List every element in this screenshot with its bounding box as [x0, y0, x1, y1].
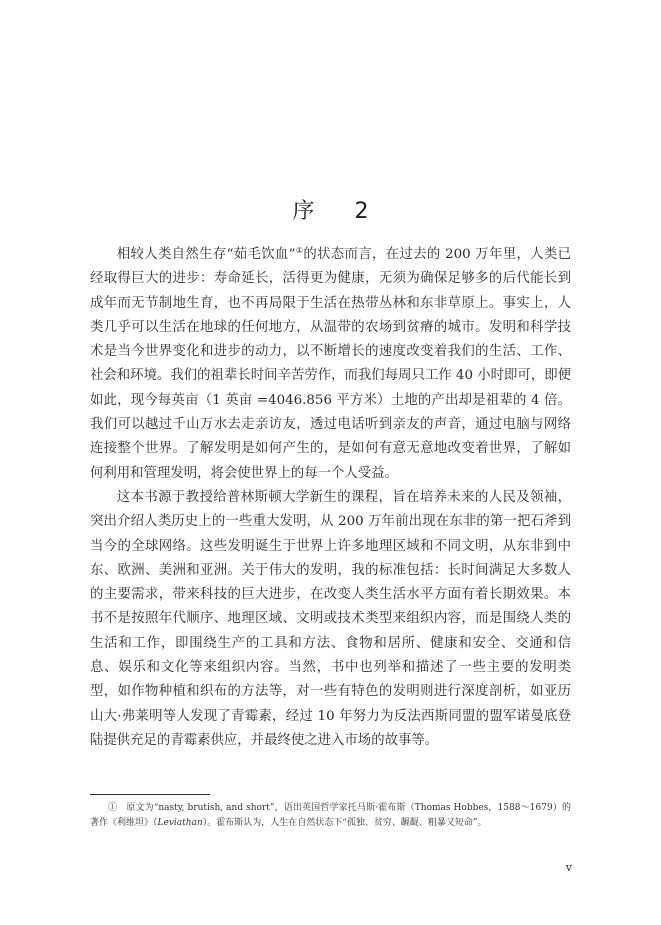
footnote-divider	[90, 794, 210, 795]
footnote-mark: ①	[108, 803, 118, 813]
page-title	[0, 194, 661, 225]
footnote-italic-title: Leviathan	[157, 818, 203, 828]
paragraph-1-rest: 的状态而言，在过去的 200 万年里，人类已经取得巨大的进步：寿命延长，活得更为健康，无须为确保足够多的后代能长到成年而无节制地生育，也不再局限于生活在热带丛林和东非草原上。事实上，人类几乎可以生活在地球的任何地方，从温带的农场到贫瘠的城市。发明和科学技术是当今世界变化和进步的动力，以不断增长的速度改变着我们的生活、工作、社会和环境。我们的祖辈长时间辛苦劳作，而我们每周只工作 40 小时即可，即便如此，现今每英亩（1 英亩 =4046.856 平方米）土地的产出却是祖辈的 4 倍。我们可以越过千山万水去走亲访友，透过电话听到亲友的声音，通过电脑与网络连接整个世界。了解发明是如何产生的，是如何有意无意地改变着世界，了解如何利用和管理发明，将会使世界上的每一个人受益。	[90, 247, 571, 481]
body-text	[90, 243, 571, 753]
footnote	[90, 801, 571, 831]
paragraph-1-lead: 相较人类自然生存“茹毛饮血”	[116, 247, 296, 262]
footnote-text-1: 原文为“nasty, brutish, and short”，语出英国哲学家托马斯·霍布斯（Thomas Hobbes，1588～1679）的著作《利维坦》（	[90, 803, 571, 828]
title-number: 2	[354, 199, 369, 224]
paragraph-2: 这本书源于教授给普林斯顿大学新生的课程，旨在培养未来的人民及领袖，突出介绍人类历史上的一些重大发明，从 200 万年前出现在东非的第一把石斧到当今的全球网络。这些发明诞生于世界上许多地理区域和不同文明，从东非到中东、欧洲、美洲和亚洲。关于伟大的发明，我的标准包括：长时间满足大多数人的主要需求，带来科技的巨大进步，在改变人类生活水平方面有着长期效果。本书不是按照年代顺序、地理区域、文明或技术类型来组织内容，而是围绕人类的生活和工作，即围绕生产的工具和方法、食物和居所、健康和安全、交通和信息、娱乐和文化等来组织内容。当然，书中也列举和描述了一些主要的发明类型，如作物种植和织布的方法等，对一些有特色的发明则进行深度剖析，如亚历山大·弗莱明等人发现了青霉素，经过 10 年努力为反法西斯同盟的盟军诺曼底登陆提供充足的青霉素供应，并最终使之进入市场的故事等。	[90, 489, 571, 748]
title-word: 序	[292, 199, 315, 224]
footnote-ref[interactable]: ①	[295, 246, 304, 255]
page-number: v	[565, 861, 572, 874]
paragraph-1	[90, 243, 571, 486]
footnote-text-2: ）。霍布斯认为，人生在自然状态下“孤独、贫穷、龌龊、粗暴又短命”。	[202, 818, 487, 828]
